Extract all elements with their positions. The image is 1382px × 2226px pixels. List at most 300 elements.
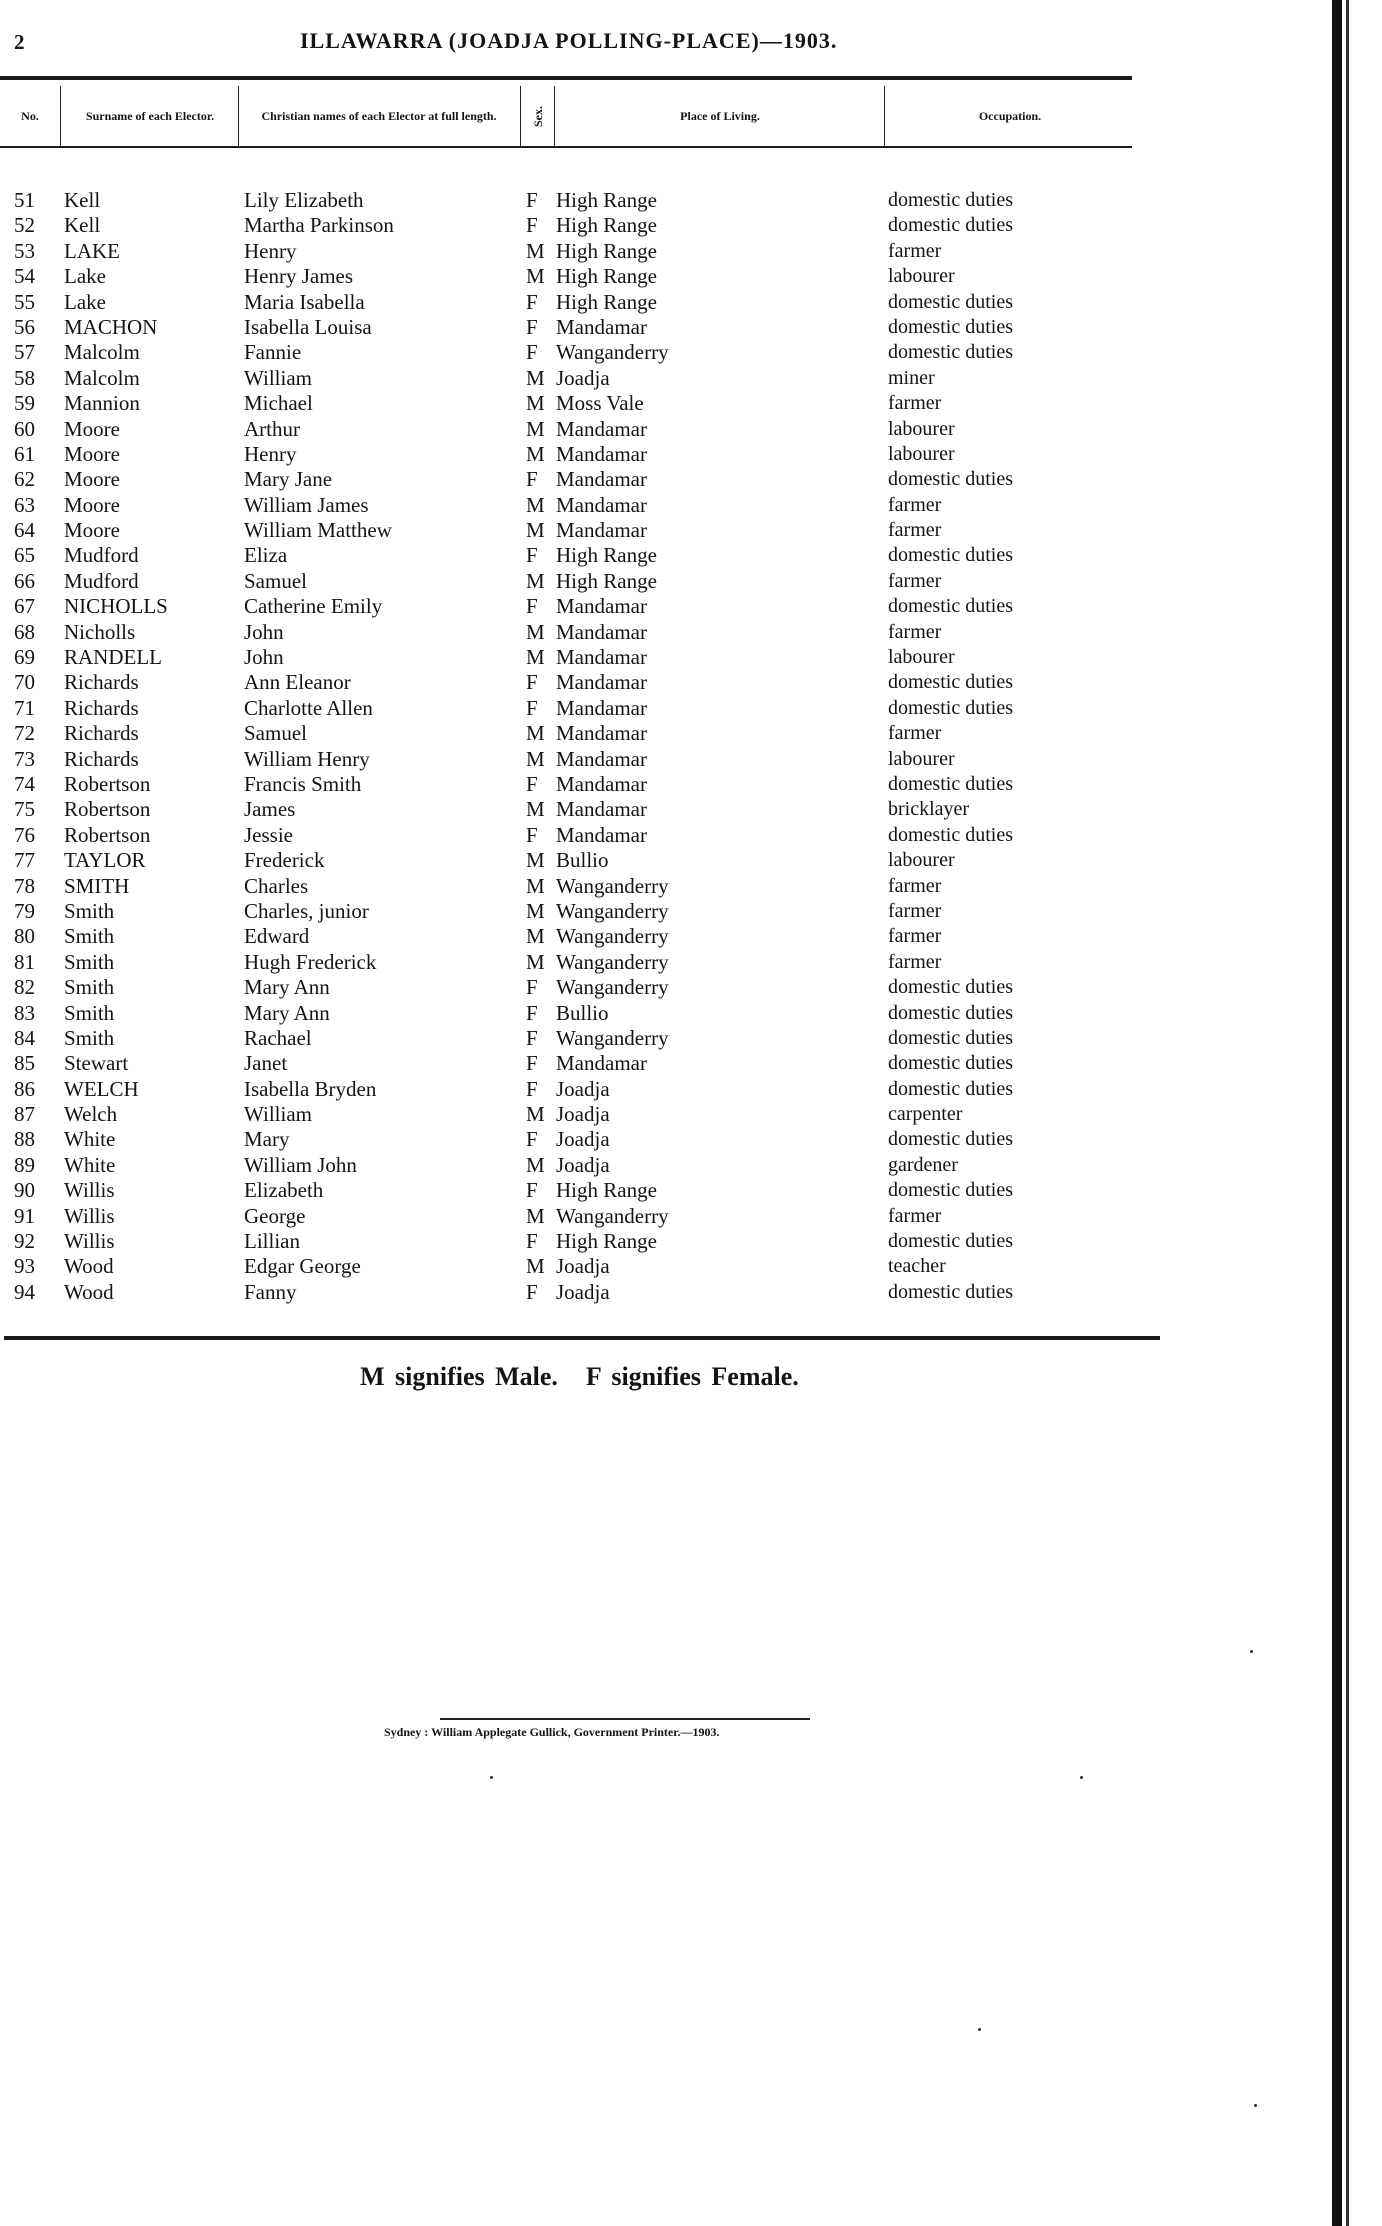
elector-occupation: domestic duties xyxy=(888,671,1013,694)
elector-occupation: farmer xyxy=(888,925,942,948)
elector-row xyxy=(0,1001,1160,1026)
elector-sex: M xyxy=(526,924,545,949)
elector-place-of-living: Mandamar xyxy=(556,1051,647,1076)
elector-sex: F xyxy=(526,314,538,339)
elector-christian-names: William Matthew xyxy=(244,518,392,543)
header-bottom-rule xyxy=(0,146,1132,148)
elector-surname: Robertson xyxy=(64,797,151,822)
header-top-rule xyxy=(0,76,1132,80)
elector-number: 87 xyxy=(14,1102,35,1127)
elector-place-of-living: Mandamar xyxy=(556,797,647,822)
elector-place-of-living: Mandamar xyxy=(556,670,647,695)
elector-row xyxy=(0,747,1160,772)
elector-row xyxy=(0,213,1160,238)
elector-christian-names: Elizabeth xyxy=(244,1178,324,1203)
elector-christian-names: Rachael xyxy=(244,1025,312,1050)
elector-number: 71 xyxy=(14,695,35,720)
elector-occupation: teacher xyxy=(888,1255,946,1278)
elector-number: 74 xyxy=(14,771,35,796)
elector-surname: Mannion xyxy=(64,391,140,416)
elector-number: 51 xyxy=(14,188,35,212)
elector-sex: F xyxy=(526,975,538,1000)
elector-christian-names: Catherine Emily xyxy=(244,594,383,619)
elector-row xyxy=(0,620,1160,645)
elector-place-of-living: High Range xyxy=(556,1229,657,1254)
elector-christian-names: Isabella Bryden xyxy=(244,1076,377,1101)
elector-surname: Moore xyxy=(64,416,120,441)
elector-surname: Malcolm xyxy=(64,340,140,365)
elector-place-of-living: Bullio xyxy=(556,848,609,873)
elector-christian-names: Ann Eleanor xyxy=(244,670,351,695)
elector-sex: F xyxy=(526,1076,538,1101)
elector-row xyxy=(0,391,1160,416)
elector-row xyxy=(0,823,1160,848)
elector-sex: M xyxy=(526,1203,545,1228)
legend-female: F signifies Female. xyxy=(585,1362,799,1391)
elector-number: 70 xyxy=(14,670,35,695)
elector-sex: M xyxy=(526,721,545,746)
elector-occupation: domestic duties xyxy=(888,189,1013,211)
elector-place-of-living: Joadja xyxy=(556,1254,610,1279)
printer-rule xyxy=(440,1718,810,1720)
elector-sex: M xyxy=(526,568,545,593)
elector-occupation: domestic duties xyxy=(888,1280,1013,1303)
elector-place-of-living: High Range xyxy=(556,238,657,263)
elector-place-of-living: Joadja xyxy=(556,1279,610,1304)
sex-legend xyxy=(360,1362,799,1392)
column-separator xyxy=(60,86,61,148)
elector-number: 88 xyxy=(14,1127,35,1152)
elector-row xyxy=(0,848,1160,873)
elector-occupation: carpenter xyxy=(888,1103,963,1126)
elector-place-of-living: Mandamar xyxy=(556,771,647,796)
elector-number: 52 xyxy=(14,213,35,238)
elector-row xyxy=(0,1178,1160,1203)
page-title: ILLAWARRA (JOADJA POLLING-PLACE)—1903. xyxy=(300,28,838,53)
elector-sex: F xyxy=(526,771,538,796)
elector-sex: F xyxy=(526,1178,538,1203)
elector-christian-names: William xyxy=(244,365,312,390)
elector-row xyxy=(0,1026,1160,1051)
elector-surname: WELCH xyxy=(64,1076,139,1101)
elector-row xyxy=(0,1229,1160,1254)
header-christian: Christian names of each Elector at full length. xyxy=(261,108,497,123)
elector-christian-names: Francis Smith xyxy=(244,771,362,796)
elector-row xyxy=(0,417,1160,442)
elector-christian-names: Michael xyxy=(244,391,313,416)
elector-occupation: labourer xyxy=(888,849,955,872)
elector-surname: Wood xyxy=(64,1279,114,1304)
elector-occupation: domestic duties xyxy=(888,341,1013,364)
elector-row xyxy=(0,874,1160,899)
elector-place-of-living: Mandamar xyxy=(556,467,647,492)
elector-row xyxy=(0,1077,1160,1102)
elector-number: 91 xyxy=(14,1203,35,1228)
elector-occupation: farmer xyxy=(888,493,942,516)
elector-christian-names: Arthur xyxy=(244,416,300,441)
elector-christian-names: Henry xyxy=(244,441,297,466)
elector-place-of-living: Moss Vale xyxy=(556,391,644,416)
elector-occupation: domestic duties xyxy=(888,1230,1013,1253)
elector-sex: M xyxy=(526,1102,545,1127)
elector-surname: RANDELL xyxy=(64,645,162,670)
elector-row xyxy=(0,366,1160,391)
elector-christian-names: Eliza xyxy=(244,543,288,568)
elector-place-of-living: Joadja xyxy=(556,1127,610,1152)
elector-occupation: domestic duties xyxy=(888,1001,1013,1024)
elector-occupation: farmer xyxy=(888,392,942,415)
elector-surname: Willis xyxy=(64,1178,115,1203)
elector-sex: M xyxy=(526,873,545,898)
elector-surname: Kell xyxy=(64,188,101,212)
elector-place-of-living: Mandamar xyxy=(556,441,647,466)
elector-number: 93 xyxy=(14,1254,35,1279)
scan-speck xyxy=(1254,2104,1257,2107)
elector-row xyxy=(0,1204,1160,1229)
elector-number: 84 xyxy=(14,1025,35,1050)
elector-row xyxy=(0,975,1160,1000)
elector-sex: M xyxy=(526,898,545,923)
column-separator xyxy=(520,86,521,148)
elector-sex: F xyxy=(526,213,538,238)
elector-christian-names: Mary Ann xyxy=(244,1000,330,1025)
elector-row xyxy=(0,1153,1160,1178)
elector-occupation: domestic duties xyxy=(888,214,1013,237)
elector-surname: Mudford xyxy=(64,543,139,568)
elector-sex: F xyxy=(526,1229,538,1254)
elector-christian-names: John xyxy=(244,645,284,670)
elector-occupation: labourer xyxy=(888,747,955,770)
elector-row xyxy=(0,290,1160,315)
elector-row xyxy=(0,442,1160,467)
elector-place-of-living: Wanganderry xyxy=(556,924,669,949)
elector-occupation: bricklayer xyxy=(888,798,970,821)
elector-number: 63 xyxy=(14,492,35,517)
elector-place-of-living: Wanganderry xyxy=(556,1203,669,1228)
elector-number: 60 xyxy=(14,416,35,441)
elector-row xyxy=(0,467,1160,492)
elector-surname: Nicholls xyxy=(64,619,136,644)
elector-sex: F xyxy=(526,1279,538,1304)
elector-place-of-living: Mandamar xyxy=(556,619,647,644)
page-edge-shadow xyxy=(1346,0,1349,2226)
elector-surname: Lake xyxy=(64,289,106,314)
elector-sex: M xyxy=(526,1152,545,1177)
elector-number: 68 xyxy=(14,619,35,644)
elector-row xyxy=(0,950,1160,975)
elector-surname: Smith xyxy=(64,898,115,923)
elector-number: 76 xyxy=(14,822,35,847)
elector-row xyxy=(0,696,1160,721)
elector-sex: M xyxy=(526,391,545,416)
elector-row xyxy=(0,1051,1160,1076)
elector-sex: F xyxy=(526,1051,538,1076)
elector-number: 53 xyxy=(14,238,35,263)
elector-occupation: domestic duties xyxy=(888,823,1013,846)
elector-place-of-living: Wanganderry xyxy=(556,340,669,365)
elector-sex: F xyxy=(526,1127,538,1152)
elector-place-of-living: High Range xyxy=(556,213,657,238)
elector-christian-names: William xyxy=(244,1102,312,1127)
elector-surname: Mudford xyxy=(64,568,139,593)
elector-christian-names: Mary Ann xyxy=(244,975,330,1000)
elector-surname: SMITH xyxy=(64,873,130,898)
elector-place-of-living: Mandamar xyxy=(556,594,647,619)
elector-occupation: domestic duties xyxy=(888,976,1013,999)
elector-row xyxy=(0,1280,1160,1305)
elector-place-of-living: Mandamar xyxy=(556,492,647,517)
elector-surname: Richards xyxy=(64,721,139,746)
elector-sex: M xyxy=(526,797,545,822)
elector-sex: F xyxy=(526,1000,538,1025)
elector-christian-names: Charles, junior xyxy=(244,898,369,923)
elector-surname: Robertson xyxy=(64,822,151,847)
elector-sex: F xyxy=(526,594,538,619)
elector-christian-names: Maria Isabella xyxy=(244,289,365,314)
elector-row xyxy=(0,1254,1160,1279)
elector-place-of-living: Wanganderry xyxy=(556,873,669,898)
elector-row xyxy=(0,670,1160,695)
elector-surname: Willis xyxy=(64,1229,115,1254)
elector-surname: Kell xyxy=(64,213,101,238)
elector-number: 62 xyxy=(14,467,35,492)
elector-christian-names: Lillian xyxy=(244,1229,300,1254)
elector-sex: M xyxy=(526,645,545,670)
elector-sex: M xyxy=(526,264,545,289)
elector-christian-names: Mary Jane xyxy=(244,467,333,492)
elector-surname: Smith xyxy=(64,1000,115,1025)
elector-number: 66 xyxy=(14,568,35,593)
elector-place-of-living: Wanganderry xyxy=(556,949,669,974)
elector-surname: Wood xyxy=(64,1254,114,1279)
elector-occupation: farmer xyxy=(888,899,942,922)
header-no: No. xyxy=(21,108,39,123)
elector-row xyxy=(0,264,1160,289)
elector-occupation: farmer xyxy=(888,1204,942,1227)
elector-occupation: domestic duties xyxy=(888,696,1013,719)
elector-number: 59 xyxy=(14,391,35,416)
header-surname: Surname of each Elector. xyxy=(85,108,215,123)
elector-number: 79 xyxy=(14,898,35,923)
elector-number: 94 xyxy=(14,1279,35,1304)
elector-surname: Moore xyxy=(64,467,120,492)
elector-place-of-living: Mandamar xyxy=(556,416,647,441)
elector-row xyxy=(0,518,1160,543)
printer-imprint: Sydney : William Applegate Gullick, Government Printer.—1903. xyxy=(384,1725,720,1739)
elector-sex: F xyxy=(526,1025,538,1050)
elector-row xyxy=(0,645,1160,670)
elector-surname: Malcolm xyxy=(64,365,140,390)
elector-surname: MACHON xyxy=(64,314,158,339)
elector-place-of-living: Wanganderry xyxy=(556,1025,669,1050)
elector-sex: M xyxy=(526,441,545,466)
header-place: Place of Living. xyxy=(680,108,760,123)
elector-sex: M xyxy=(526,518,545,543)
elector-row xyxy=(0,772,1160,797)
elector-surname: Smith xyxy=(64,924,115,949)
elector-number: 57 xyxy=(14,340,35,365)
header-sex: Sex. xyxy=(530,105,545,127)
scan-speck xyxy=(978,2028,981,2031)
elector-occupation: domestic duties xyxy=(888,1026,1013,1049)
elector-surname: Willis xyxy=(64,1203,115,1228)
elector-number: 86 xyxy=(14,1076,35,1101)
elector-row xyxy=(0,239,1160,264)
elector-occupation: farmer xyxy=(888,950,942,973)
elector-number: 56 xyxy=(14,314,35,339)
table-bottom-rule xyxy=(4,1336,1160,1340)
elector-christian-names: Samuel xyxy=(244,568,307,593)
page-number: 2 xyxy=(14,30,25,54)
elector-occupation: domestic duties xyxy=(888,544,1013,567)
elector-christian-names: Fanny xyxy=(244,1279,297,1304)
elector-christian-names: Janet xyxy=(244,1051,288,1076)
elector-sex: F xyxy=(526,289,538,314)
elector-occupation: farmer xyxy=(888,620,942,643)
elector-surname: Richards xyxy=(64,695,139,720)
elector-place-of-living: Mandamar xyxy=(556,314,647,339)
elector-row xyxy=(0,1127,1160,1152)
elector-occupation: domestic duties xyxy=(888,1052,1013,1075)
elector-occupation: domestic duties xyxy=(888,290,1013,313)
elector-occupation: farmer xyxy=(888,874,942,897)
elector-number: 69 xyxy=(14,645,35,670)
elector-occupation: domestic duties xyxy=(888,1128,1013,1151)
elector-place-of-living: Bullio xyxy=(556,1000,609,1025)
elector-place-of-living: Joadja xyxy=(556,1102,610,1127)
elector-occupation: farmer xyxy=(888,722,942,745)
elector-surname: LAKE xyxy=(64,238,120,263)
elector-sex: F xyxy=(526,467,538,492)
elector-row xyxy=(0,1102,1160,1127)
elector-place-of-living: High Range xyxy=(556,1178,657,1203)
elector-row xyxy=(0,543,1160,568)
elector-christian-names: Lily Elizabeth xyxy=(244,188,364,212)
elector-place-of-living: Joadja xyxy=(556,1152,610,1177)
elector-surname: Lake xyxy=(64,264,106,289)
elector-occupation: labourer xyxy=(888,442,955,465)
header-occupation: Occupation. xyxy=(978,108,1042,123)
elector-number: 90 xyxy=(14,1178,35,1203)
elector-christian-names: George xyxy=(244,1203,306,1228)
elector-place-of-living: Mandamar xyxy=(556,695,647,720)
elector-number: 92 xyxy=(14,1229,35,1254)
elector-sex: F xyxy=(526,695,538,720)
elector-number: 85 xyxy=(14,1051,35,1076)
elector-surname: Smith xyxy=(64,1025,115,1050)
elector-place-of-living: High Range xyxy=(556,543,657,568)
elector-christian-names: Mary xyxy=(244,1127,290,1152)
elector-sex: M xyxy=(526,949,545,974)
elector-number: 75 xyxy=(14,797,35,822)
elector-christian-names: Martha Parkinson xyxy=(244,213,394,238)
elector-christian-names: Frederick xyxy=(244,848,325,873)
elector-christian-names: Fannie xyxy=(244,340,302,365)
legend-male: M signifies Male. xyxy=(360,1362,558,1391)
elector-christian-names: Charlotte Allen xyxy=(244,695,373,720)
elector-sex: M xyxy=(526,492,545,517)
page-edge-shadow xyxy=(1332,0,1342,2226)
elector-rows xyxy=(0,188,1160,1305)
column-separator xyxy=(884,86,885,148)
elector-place-of-living: Mandamar xyxy=(556,721,647,746)
elector-occupation: labourer xyxy=(888,646,955,669)
elector-sex: M xyxy=(526,746,545,771)
elector-christian-names: William James xyxy=(244,492,369,517)
scan-speck xyxy=(1250,1650,1253,1653)
elector-place-of-living: Mandamar xyxy=(556,518,647,543)
elector-sex: F xyxy=(526,670,538,695)
elector-surname: Moore xyxy=(64,492,120,517)
elector-christian-names: Isabella Louisa xyxy=(244,314,372,339)
elector-surname: Moore xyxy=(64,441,120,466)
elector-row xyxy=(0,721,1160,746)
elector-occupation: farmer xyxy=(888,239,942,262)
elector-place-of-living: High Range xyxy=(556,188,657,212)
elector-occupation: gardener xyxy=(888,1153,958,1176)
scan-speck xyxy=(1080,1776,1083,1779)
elector-occupation: domestic duties xyxy=(888,1077,1013,1100)
elector-row xyxy=(0,594,1160,619)
elector-christian-names: Hugh Frederick xyxy=(244,949,377,974)
elector-surname: White xyxy=(64,1127,116,1152)
elector-sex: M xyxy=(526,619,545,644)
elector-sex: M xyxy=(526,416,545,441)
elector-christian-names: Henry James xyxy=(244,264,354,289)
elector-number: 55 xyxy=(14,289,35,314)
elector-christian-names: William John xyxy=(244,1152,357,1177)
elector-number: 65 xyxy=(14,543,35,568)
elector-christian-names: Charles xyxy=(244,873,309,898)
elector-number: 58 xyxy=(14,365,35,390)
elector-place-of-living: Mandamar xyxy=(556,822,647,847)
scan-speck xyxy=(490,1776,493,1779)
elector-christian-names: James xyxy=(244,797,296,822)
column-separator xyxy=(238,86,239,148)
elector-surname: Stewart xyxy=(64,1051,129,1076)
elector-row xyxy=(0,340,1160,365)
elector-row xyxy=(0,899,1160,924)
elector-surname: Smith xyxy=(64,949,115,974)
elector-christian-names: John xyxy=(244,619,284,644)
elector-number: 67 xyxy=(14,594,35,619)
elector-number: 61 xyxy=(14,441,35,466)
elector-sex: F xyxy=(526,543,538,568)
elector-row xyxy=(0,569,1160,594)
elector-christian-names: Samuel xyxy=(244,721,307,746)
elector-christian-names: Edgar George xyxy=(244,1254,361,1279)
elector-number: 72 xyxy=(14,721,35,746)
elector-sex: M xyxy=(526,848,545,873)
elector-sex: M xyxy=(526,238,545,263)
elector-christian-names: Edward xyxy=(244,924,310,949)
elector-number: 82 xyxy=(14,975,35,1000)
elector-row xyxy=(0,188,1160,213)
elector-occupation: farmer xyxy=(888,519,942,542)
elector-place-of-living: Mandamar xyxy=(556,746,647,771)
elector-occupation: domestic duties xyxy=(888,468,1013,491)
elector-occupation: domestic duties xyxy=(888,772,1013,795)
elector-surname: Robertson xyxy=(64,771,151,796)
elector-row xyxy=(0,924,1160,949)
elector-number: 64 xyxy=(14,518,35,543)
elector-occupation: miner xyxy=(888,366,935,389)
elector-surname: Richards xyxy=(64,670,139,695)
elector-occupation: domestic duties xyxy=(888,595,1013,618)
elector-place-of-living: High Range xyxy=(556,264,657,289)
elector-place-of-living: Mandamar xyxy=(556,645,647,670)
elector-row xyxy=(0,797,1160,822)
